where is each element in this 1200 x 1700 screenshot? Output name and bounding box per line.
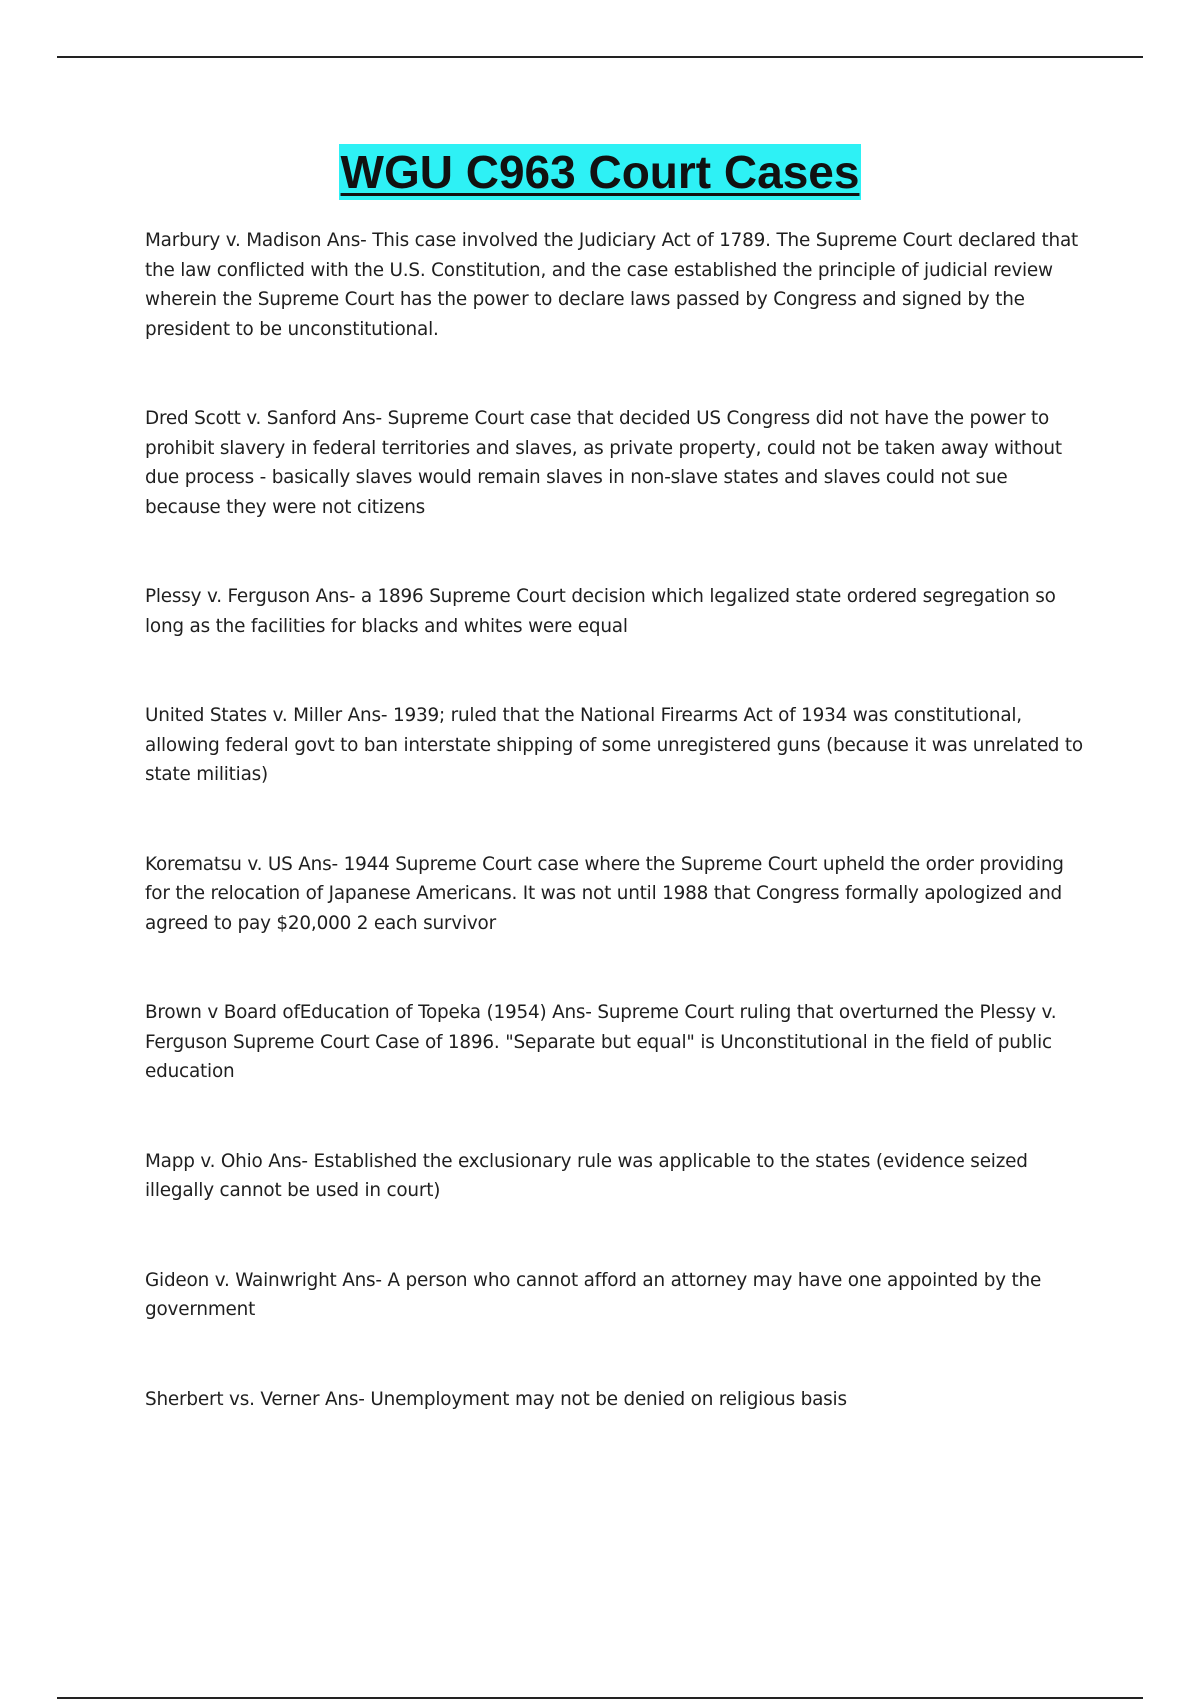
- case-entry-dred-scott: Dred Scott v. Sanford Ans- Supreme Court case that decided US Congress did not have the power to prohibit slavery in federal territories and slaves, as private property, could not be taken away without due process - basically slaves would remain slaves in non-slave states and slaves could not sue because they were not citizens: [145, 408, 1062, 518]
- case-entry-marbury: Marbury v. Madison Ans- This case involved the Judiciary Act of 1789. The Supreme Court declared that the law conflicted with the U.S. Constitution, and the case established the principle of judicial review wherein the Supreme Court has the power to declare laws passed by Congress and signed by the president to be unconstitutional.: [145, 230, 1079, 340]
- title-wrapper: [0, 144, 1200, 200]
- case-entry-sherbert: Sherbert vs. Verner Ans- Unemployment may not be denied on religious basis: [145, 1388, 847, 1410]
- bottom-rule: [57, 1697, 1143, 1699]
- entry-spacer: [145, 1087, 1085, 1147]
- case-entry-miller: United States v. Miller Ans- 1939; ruled that the National Firearms Act of 1934 was constitutional, allowing federal govt to ban interstate shipping of some unregistered guns (because it was unrelated to state militias): [145, 705, 1083, 785]
- case-entry-gideon: Gideon v. Wainwright Ans- A person who cannot afford an attorney may have one appointed by the government: [145, 1269, 1042, 1320]
- entry-spacer: [145, 522, 1085, 582]
- case-entry-brown: Brown v Board ofEducation of Topeka (1954) Ans- Supreme Court ruling that overturned the Plessy v. Ferguson Supreme Court Case of 1896. "Separate but equal" is Unconstitutional in the field of public education: [145, 1002, 1057, 1082]
- document-title: WGU C963 Court Cases: [340, 146, 860, 198]
- entry-spacer: [145, 790, 1085, 850]
- entry-spacer: [145, 641, 1085, 701]
- case-entry-plessy: Plessy v. Ferguson Ans- a 1896 Supreme Court decision which legalized state ordered segregation so long as the facilities for blacks and whites were equal: [145, 586, 1056, 637]
- case-entry-korematsu: Korematsu v. US Ans- 1944 Supreme Court case where the Supreme Court upheld the order providing for the relocation of Japanese Americans. It was not until 1988 that Congress formally apologized and agreed to pay $20,000 2 each survivor: [145, 853, 1064, 934]
- entry-spacer: [145, 1206, 1085, 1266]
- case-entry-mapp: Mapp v. Ohio Ans- Established the exclusionary rule was applicable to the states (evidence seized illegally cannot be used in court): [145, 1150, 1028, 1201]
- document-body: [145, 226, 1085, 1414]
- entry-spacer: [145, 344, 1085, 404]
- entry-spacer: [145, 1325, 1085, 1385]
- top-rule: [57, 56, 1143, 58]
- entry-spacer: [145, 938, 1085, 998]
